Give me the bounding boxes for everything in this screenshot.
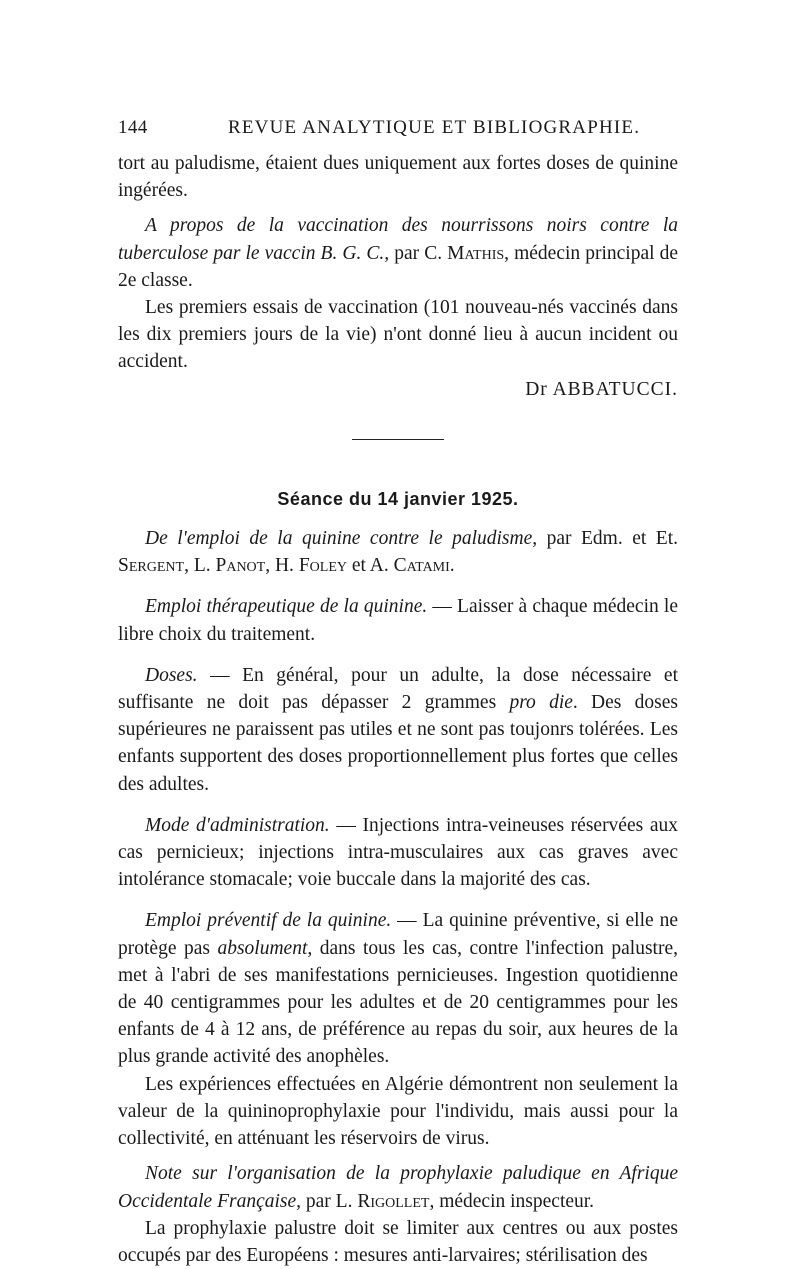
section-title: Mode d'administration. xyxy=(145,814,330,836)
article-title: De l'emploi de la quinine contre le paludisme, xyxy=(145,528,538,550)
article-heading: A propos de la vaccination des nourrissons noirs contre la tuberculose par le vaccin B. G. C., par C. Mathis, médecin principal de 2e classe. xyxy=(118,215,678,291)
author-name: Mathis xyxy=(447,242,505,264)
continued-paragraph: tort au paludisme, étaient dues uniquement aux fortes doses de quinine ingérées. xyxy=(118,153,678,202)
author-name: Sergent xyxy=(118,555,185,577)
section-divider xyxy=(352,439,444,440)
author-name: Foley xyxy=(298,555,347,577)
author-name: Catami xyxy=(393,555,450,577)
section-title: Emploi thérapeutique de la quinine. xyxy=(145,596,428,618)
section-paragraph: Mode d'administration. — Injections intra-veineuses réservées aux cas pernicieux; injections intra-musculaires aux cas graves avec intolérance stomacale; voie buccale dans la majorité des cas. xyxy=(118,814,679,891)
article-heading: Note sur l'organisation de la prophylaxie paludique en Afrique Occidentale Française, par L. Rigollet, médecin inspecteur. xyxy=(118,1163,678,1212)
author-name: Panot xyxy=(215,555,266,577)
article-body: Les premiers essais de vaccination (101 nouveau-nés vaccinés dans les dix premiers jours de la vie) n'ont donné lieu à aucun incident ou accident. xyxy=(118,297,678,373)
page-header xyxy=(118,117,678,147)
section-paragraph: Emploi préventif de la quinine. — La quinine préventive, si elle ne protège pas absolument, dans tous les cas, contre l'infection palustre, met à l'abri de ses manifestations pernicieuses. Ingestion quotidienne de 40 centigrammes pour les adultes et de 20 centigrammes pour les enfants de 4 à 12 ans, de préférence au repas du soir, aux heures de la plus grande activité des anophèles. xyxy=(118,910,679,1068)
signature: Dr ABBATUCCI. xyxy=(525,378,678,400)
session-title: Séance du 14 janvier 1925. xyxy=(277,488,519,509)
author-name: Rigollet xyxy=(357,1190,430,1212)
page-body xyxy=(118,150,678,1269)
section-paragraph: Emploi thérapeutique de la quinine. — Laisser à chaque médecin le libre choix du traitement. xyxy=(118,596,678,645)
article-body: La prophylaxie palustre doit se limiter aux centres ou aux postes occupés par des Européens : mesures anti-larvaires; stérilisation des xyxy=(118,1217,678,1266)
article-title: A propos de la vaccination des nourrissons noirs contre la tuberculose par le vaccin B. G. C., xyxy=(118,215,678,264)
article-heading: De l'emploi de la quinine contre le paludisme, par Edm. et Et. Sergent, L. Panot, H. Foley et A. Catami. xyxy=(118,528,678,577)
page-number: 144 xyxy=(118,117,148,138)
running-title: REVUE ANALYTIQUE ET BIBLIOGRAPHIE. xyxy=(228,117,641,138)
section-paragraph: Les expériences effectuées en Algérie démontrent non seulement la valeur de la quininoprophylaxie pour l'individu, mais aussi pour la collectivité, en atténuant les réservoirs de virus. xyxy=(118,1073,678,1150)
section-paragraph: Doses. — En général, pour un adulte, la dose nécessaire et suffisante ne doit pas dépasser 2 grammes pro die. Des doses supérieures ne paraissent pas utiles et ne sont pas toujonrs tolérées. Les enfants supportent des doses proportionnellement plus fortes que celles des adultes. xyxy=(118,664,678,795)
article-title: Note sur l'organisation de la prophylaxie paludique en Afrique Occidentale Française, xyxy=(118,1163,678,1212)
section-title: Emploi préventif de la quinine. xyxy=(145,910,392,932)
section-title: Doses. xyxy=(145,664,198,686)
